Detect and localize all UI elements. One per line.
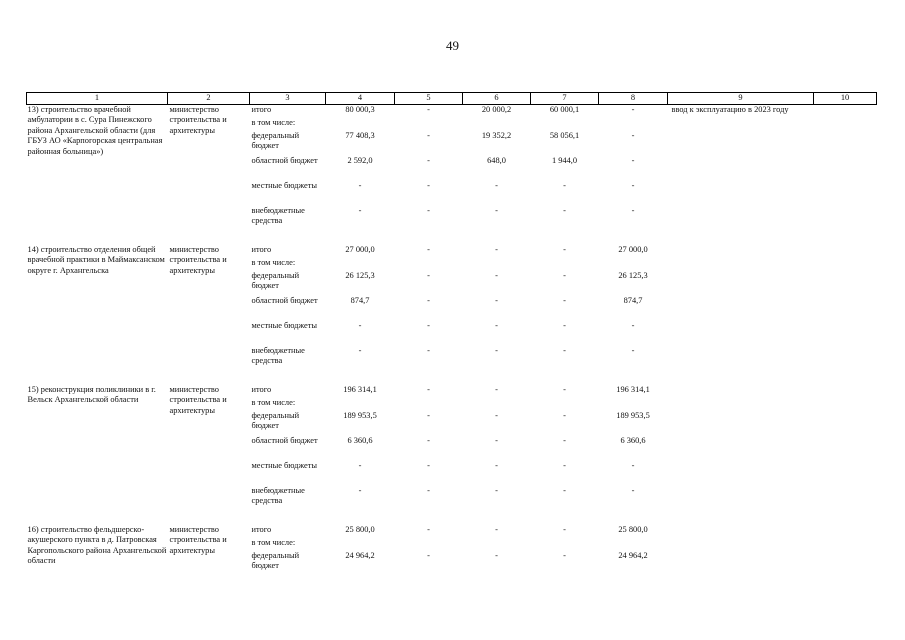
amount-cell: - xyxy=(427,105,430,114)
column-number-4: 4 xyxy=(326,93,395,105)
amount-cell: - xyxy=(358,181,362,190)
amount-cell: - xyxy=(631,181,635,190)
empty-cell xyxy=(668,271,814,296)
amount-cell: 27 000,0 xyxy=(618,245,648,254)
amount-cell: - xyxy=(563,296,566,305)
responsible-ministry: министерство строительства и архитектуры xyxy=(169,245,227,275)
header-row xyxy=(27,93,877,105)
column-number-7: 7 xyxy=(531,93,599,105)
empty-cell xyxy=(814,461,877,486)
funding-row xyxy=(27,525,877,538)
amount-cell: - xyxy=(427,181,430,190)
empty-cell xyxy=(814,411,877,436)
amount-cell xyxy=(395,258,463,271)
amount-cell: - xyxy=(563,486,566,495)
amount-cell: - xyxy=(358,486,362,495)
funding-source-label: внебюджетные средства xyxy=(251,486,305,506)
amount-cell: 648,0 xyxy=(487,156,506,165)
amount-cell: - xyxy=(495,411,498,420)
responsible-ministry: министерство строительства и архитектуры xyxy=(169,385,227,415)
amount-cell: - xyxy=(427,551,430,560)
amount-cell: - xyxy=(427,271,430,280)
amount-cell: - xyxy=(358,461,362,470)
amount-cell: - xyxy=(563,436,566,445)
funding-source-label: итого xyxy=(251,105,272,114)
spacer-cell xyxy=(27,511,877,525)
amount-cell: - xyxy=(427,486,430,495)
amount-cell: 24 964,2 xyxy=(618,551,648,560)
amount-cell: - xyxy=(563,245,566,254)
amount-cell xyxy=(599,398,668,411)
table-body xyxy=(27,105,877,577)
empty-cell xyxy=(814,525,877,538)
amount-cell: 27 000,0 xyxy=(345,245,375,254)
empty-cell xyxy=(668,181,814,206)
amount-cell: 6 360,6 xyxy=(620,436,646,445)
amount-cell xyxy=(395,398,463,411)
amount-cell: - xyxy=(427,321,430,330)
empty-cell xyxy=(814,436,877,461)
amount-cell: 196 314,1 xyxy=(343,385,377,394)
amount-cell: - xyxy=(563,551,566,560)
amount-cell: - xyxy=(427,411,430,420)
spacer-row xyxy=(27,231,877,245)
funding-source-label: в том числе: xyxy=(251,538,296,547)
amount-cell xyxy=(395,538,463,551)
amount-cell xyxy=(463,398,531,411)
program-table xyxy=(26,92,877,576)
spacer-row xyxy=(27,511,877,525)
amount-cell: - xyxy=(427,131,430,140)
amount-cell: - xyxy=(563,346,566,355)
funding-source-label: федеральный бюджет xyxy=(251,271,300,291)
funding-source-label: федеральный бюджет xyxy=(251,551,300,571)
empty-cell xyxy=(814,131,877,156)
amount-cell xyxy=(599,538,668,551)
project-description: 15) реконструкция поликлиники в г. Вельск Архангельской области xyxy=(27,385,156,405)
amount-cell: - xyxy=(495,551,498,560)
funding-source-label: внебюджетные средства xyxy=(251,206,305,226)
amount-cell xyxy=(599,118,668,131)
amount-cell: - xyxy=(495,461,498,470)
column-number-2: 2 xyxy=(168,93,250,105)
empty-cell xyxy=(668,486,814,511)
amount-cell: - xyxy=(563,411,566,420)
empty-cell xyxy=(814,271,877,296)
empty-cell xyxy=(668,436,814,461)
amount-cell: 1 944,0 xyxy=(551,156,578,165)
amount-cell: 2 592,0 xyxy=(347,156,373,165)
amount-cell: 80 000,3 xyxy=(345,105,375,114)
amount-cell: - xyxy=(495,385,498,394)
amount-cell xyxy=(395,118,463,131)
amount-cell: - xyxy=(631,156,635,165)
amount-cell: - xyxy=(495,206,498,215)
amount-cell: 20 000,2 xyxy=(481,105,512,114)
column-number-5: 5 xyxy=(395,93,463,105)
amount-cell: - xyxy=(495,486,498,495)
empty-cell xyxy=(814,156,877,181)
amount-cell: - xyxy=(495,245,498,254)
column-number-1: 1 xyxy=(27,93,168,105)
empty-cell xyxy=(668,461,814,486)
amount-cell: - xyxy=(427,461,430,470)
amount-cell xyxy=(599,258,668,271)
amount-cell: 25 800,0 xyxy=(345,525,375,534)
empty-cell xyxy=(668,118,814,131)
amount-cell: - xyxy=(427,206,430,215)
amount-cell: 874,7 xyxy=(623,296,643,305)
empty-cell xyxy=(814,551,877,576)
amount-cell: - xyxy=(427,346,430,355)
amount-cell: 26 125,3 xyxy=(618,271,648,280)
spacer-row xyxy=(27,371,877,385)
amount-cell: - xyxy=(563,385,566,394)
amount-cell: - xyxy=(495,346,498,355)
amount-cell: - xyxy=(563,525,566,534)
amount-cell: - xyxy=(427,296,430,305)
empty-cell xyxy=(668,346,814,371)
amount-cell: - xyxy=(427,436,430,445)
empty-cell xyxy=(814,245,877,258)
project-note xyxy=(668,385,814,398)
column-number-3: 3 xyxy=(250,93,326,105)
empty-cell xyxy=(668,131,814,156)
amount-cell: - xyxy=(358,346,362,355)
empty-cell xyxy=(814,321,877,346)
amount-cell: 19 352,2 xyxy=(481,131,512,140)
project-note xyxy=(668,525,814,538)
amount-cell: - xyxy=(563,271,566,280)
amount-cell: - xyxy=(495,436,498,445)
amount-cell xyxy=(463,258,531,271)
spacer-cell xyxy=(27,371,877,385)
funding-source-label: в том числе: xyxy=(251,398,296,407)
column-number-8: 8 xyxy=(599,93,668,105)
amount-cell: - xyxy=(427,525,430,534)
amount-cell: - xyxy=(563,181,566,190)
amount-cell xyxy=(463,538,531,551)
amount-cell: 24 964,2 xyxy=(345,551,375,560)
column-number-9: 9 xyxy=(668,93,814,105)
responsible-ministry: министерство строительства и архитектуры xyxy=(169,525,227,555)
funding-source-label: итого xyxy=(251,525,272,534)
funding-row xyxy=(27,105,877,119)
funding-source-label: итого xyxy=(251,385,272,394)
amount-cell: - xyxy=(358,206,362,215)
funding-source-label: областной бюджет xyxy=(251,436,318,445)
empty-cell xyxy=(814,206,877,231)
amount-cell: - xyxy=(358,321,362,330)
project-description: 13) строительство врачебной амбулатории в с. Сура Пинежского района Архангельской области (для ГБУЗ АО «Карпогорская центральная районная больница») xyxy=(27,105,163,156)
empty-cell xyxy=(668,411,814,436)
amount-cell: - xyxy=(563,321,566,330)
amount-cell: - xyxy=(495,271,498,280)
column-number-10: 10 xyxy=(814,93,877,105)
empty-cell xyxy=(814,296,877,321)
amount-cell: - xyxy=(631,131,635,140)
amount-cell: 60 000,1 xyxy=(549,105,580,114)
amount-cell xyxy=(326,538,395,551)
amount-cell: - xyxy=(563,461,566,470)
funding-source-label: в том числе: xyxy=(251,258,296,267)
funding-source-label: местные бюджеты xyxy=(251,181,318,190)
empty-cell xyxy=(668,538,814,551)
amount-cell: 58 056,1 xyxy=(549,131,580,140)
empty-cell xyxy=(668,321,814,346)
empty-cell xyxy=(668,296,814,321)
amount-cell xyxy=(531,118,599,131)
funding-source-label: итого xyxy=(251,245,272,254)
funding-source-label: областной бюджет xyxy=(251,296,318,305)
empty-cell xyxy=(814,118,877,131)
funding-source-label: внебюджетные средства xyxy=(251,346,305,366)
amount-cell: - xyxy=(563,206,566,215)
empty-cell xyxy=(668,398,814,411)
spacer-cell xyxy=(27,231,877,245)
empty-cell xyxy=(814,346,877,371)
amount-cell: - xyxy=(631,321,635,330)
amount-cell: - xyxy=(495,321,498,330)
empty-cell xyxy=(814,258,877,271)
amount-cell: 26 125,3 xyxy=(345,271,375,280)
amount-cell xyxy=(326,118,395,131)
project-description: 16) строительство фельдшерско-акушерского пункта в д. Патровская Каргопольского района Архангельской области xyxy=(27,525,167,566)
amount-cell: - xyxy=(631,486,635,495)
amount-cell: 189 953,5 xyxy=(616,411,650,420)
funding-source-label: местные бюджеты xyxy=(251,461,318,470)
funding-source-label: местные бюджеты xyxy=(251,321,318,330)
empty-cell xyxy=(814,538,877,551)
funding-source-label: областной бюджет xyxy=(251,156,318,165)
empty-cell xyxy=(668,206,814,231)
funding-row xyxy=(27,385,877,398)
amount-cell xyxy=(531,258,599,271)
amount-cell: - xyxy=(495,181,498,190)
amount-cell: 25 800,0 xyxy=(618,525,648,534)
empty-cell xyxy=(668,551,814,576)
amount-cell: - xyxy=(631,461,635,470)
page-number: 49 xyxy=(446,38,459,53)
empty-cell xyxy=(814,181,877,206)
amount-cell: 196 314,1 xyxy=(616,385,650,394)
amount-cell: 189 953,5 xyxy=(343,411,377,420)
amount-cell xyxy=(326,398,395,411)
empty-cell xyxy=(668,258,814,271)
project-description: 14) строительство отделения общей врачебной практики в Маймаксанском округе г. Архангельска xyxy=(27,245,165,275)
empty-cell xyxy=(814,105,877,119)
amount-cell: - xyxy=(427,245,430,254)
project-note xyxy=(668,245,814,258)
amount-cell: - xyxy=(495,296,498,305)
empty-cell xyxy=(668,156,814,181)
funding-source-label: в том числе: xyxy=(251,118,296,127)
amount-cell: 77 408,3 xyxy=(345,131,375,140)
amount-cell: - xyxy=(427,385,430,394)
amount-cell xyxy=(531,398,599,411)
funding-source-label: федеральный бюджет xyxy=(251,411,300,431)
amount-cell xyxy=(326,258,395,271)
empty-cell xyxy=(814,385,877,398)
amount-cell: - xyxy=(631,105,635,114)
amount-cell xyxy=(463,118,531,131)
column-number-6: 6 xyxy=(463,93,531,105)
funding-row xyxy=(27,245,877,258)
funding-source-label: федеральный бюджет xyxy=(251,131,300,151)
amount-cell xyxy=(531,538,599,551)
amount-cell: - xyxy=(631,346,635,355)
responsible-ministry: министерство строительства и архитектуры xyxy=(169,105,227,135)
amount-cell: - xyxy=(631,206,635,215)
amount-cell: 874,7 xyxy=(350,296,370,305)
amount-cell: - xyxy=(427,156,430,165)
amount-cell: - xyxy=(495,525,498,534)
empty-cell xyxy=(814,486,877,511)
amount-cell: 6 360,6 xyxy=(347,436,373,445)
project-note: ввод к эксплуатацию в 2023 году xyxy=(671,105,789,114)
empty-cell xyxy=(814,398,877,411)
